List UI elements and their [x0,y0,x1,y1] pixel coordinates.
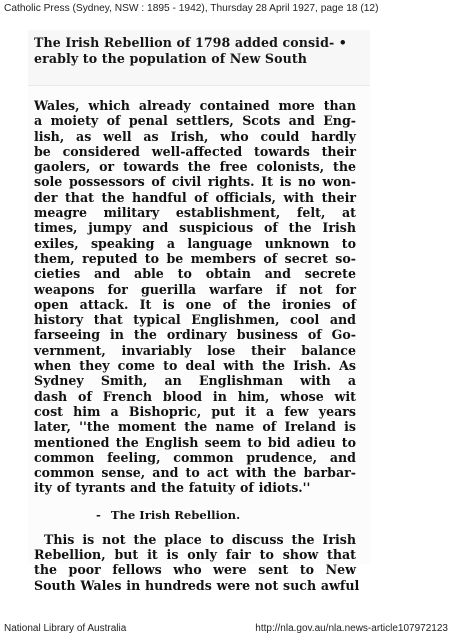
article-line: common sense, and to act with the barbar- [34,465,356,481]
article-line: the poor fellows who were sent to New [34,562,356,578]
footer-library-name: National Library of Australia [4,623,127,634]
article-line: later, ''the moment the name of Ireland is [34,419,356,435]
article-line: weapons for guerilla warfare if not for [34,281,356,297]
fragment-line: The Irish Rebellion of 1798 added consid- • [34,35,347,50]
article-line: dash of French blood in him, whose wit [34,388,356,404]
article-line: cieties and able to obtain and secrete [34,266,356,282]
article-line: ity of tyrants and the fatuity of idiots.'' [34,480,311,496]
article-paragraph [28,532,362,593]
fragment-line: erably to the population of New South [34,51,308,66]
article-line: history that typical Englishmen, cool and [34,312,356,328]
article-line: times, jumpy and suspicious of the Irish [34,220,356,236]
clipping-top-fragment [28,30,370,86]
article-line: farseeing in the ordinary business of Go- [34,327,356,343]
article-line: lish, as well as Irish, who could hardly [34,128,356,144]
article-line: der that the handful of officials, with their [34,189,356,205]
article-line: be considered well-affected towards their [34,143,356,159]
article-line: sole possessors of civil rights. It is no won- [34,174,356,190]
page-header-citation: Catholic Press (Sydney, NSW : 1895 - 1942), Thursday 28 April 1927, page 18 (12) [4,3,379,14]
article-line: This is not the place to discuss the Irish [44,531,356,547]
article-line: them, reputed to be members of secret so- [34,250,356,266]
article-line: Sydney Smith, an Englishman with a [34,373,356,389]
article-line: open attack. It is one of the ironies of [34,296,356,312]
article-line: cost him a Bishopric, put it a few years [34,403,356,419]
footer-article-url: http://nla.gov.au/nla.news-article107972123 [255,623,448,634]
article-paragraph [28,98,362,496]
article-line: gaolers, or towards the free colonists, the [34,159,356,175]
subheading-dash: - [96,507,101,522]
article-line: South Wales in hundreds were not such awful [34,577,360,593]
article-line: meagre military establishment, felt, at [34,205,356,221]
article-line: a moiety of penal settlers, Scots and Eng- [34,113,356,129]
article-line: common feeling, common prudence, and [34,449,356,465]
article-line: Rebellion, but it is only fair to show that [34,547,356,563]
article-line: exiles, speaking a language unknown to [34,235,356,251]
subheading-text: The Irish Rebellion. [110,507,241,522]
article-subheading [28,508,370,522]
newspaper-clipping [28,30,370,593]
article-body [28,98,370,593]
article-line: when they come to deal with the Irish. As [34,358,356,374]
article-line: mentioned the English seem to bid adieu to [34,434,356,450]
article-line: vernment, invariably lose their balance [34,342,356,358]
article-line: Wales, which already contained more than [34,98,356,113]
